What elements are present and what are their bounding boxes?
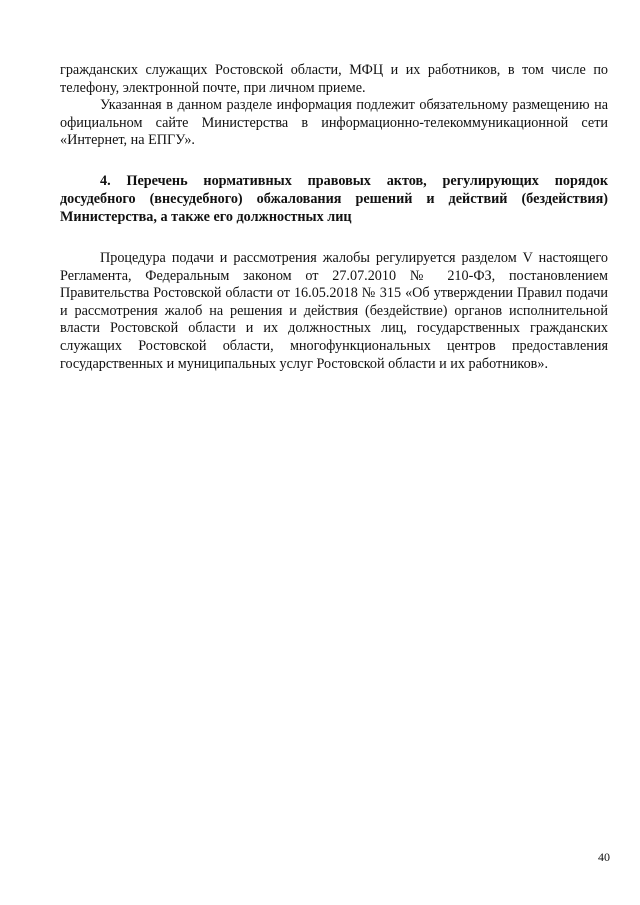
section-heading: 4. Перечень нормативных правовых актов, регулирующих порядок досудебного (внесудебного) обжалования решений и действий (бездействия) Министерства, а также его должностных лиц — [60, 172, 608, 225]
page-number: 40 — [598, 850, 610, 864]
paragraph-complaint-procedure: Процедура подачи и рассмотрения жалобы регулируется разделом V настоящего Регламента, Федеральным законом от 27.07.2010 № 210-ФЗ, постановлением Правительства Ростовской области от 16.05.2018 № 315 «Об утверждении Правил подачи и рассмотрения жалоб на решения и действия (бездействие) органов исполнительной власти Ростовской области и их должностных лиц, государственных гражданских служащих Ростовской области, многофункциональных центров предоставления государственных и муниципальных услуг Ростовской области и их работников». — [60, 249, 608, 372]
paragraph-contact-methods: гражданских служащих Ростовской области, МФЦ и их работников, в том числе по телефону, электронной почте, при личном приеме. — [60, 62, 608, 96]
page-content — [60, 62, 608, 373]
paragraph-information-placement: Указанная в данном разделе информация подлежит обязательному размещению на официальном сайте Министерства в информационно-телекоммуникационной сети «Интернет, на ЕПГУ». — [60, 97, 608, 149]
